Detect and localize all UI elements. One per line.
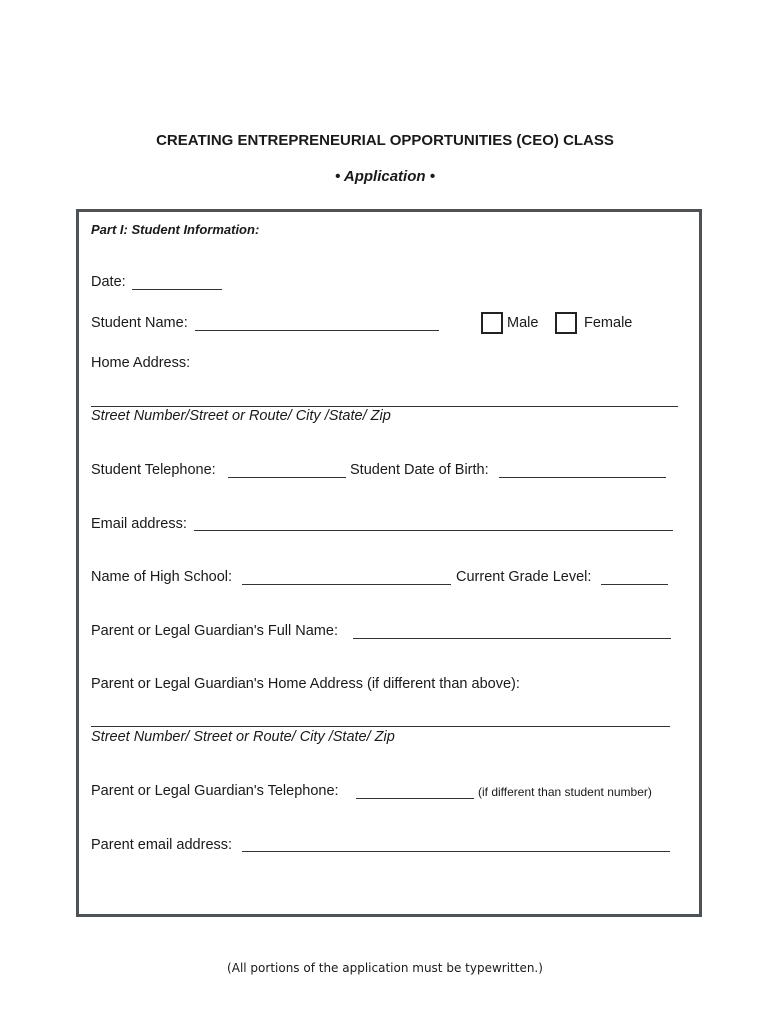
high-school-label: Name of High School:	[91, 569, 233, 585]
date-field[interactable]	[132, 289, 222, 290]
guardian-telephone-field[interactable]	[356, 798, 474, 799]
guardian-telephone-note: (if different than student number)	[478, 785, 652, 799]
guardian-address-field[interactable]	[91, 726, 670, 727]
email-label: Email address:	[91, 516, 187, 532]
guardian-name-label: Parent or Legal Guardian's Full Name:	[91, 623, 338, 639]
parent-email-label: Parent email address:	[91, 837, 233, 853]
guardian-name-field[interactable]	[353, 638, 671, 639]
form-subtitle: • Application •	[335, 168, 435, 185]
address-caption: Street Number/Street or Route/ City /State/ Zip	[91, 408, 391, 424]
student-telephone-field[interactable]	[228, 477, 346, 478]
footer-note: (All portions of the application must be typewritten.)	[227, 961, 543, 975]
female-label: Female	[584, 315, 633, 331]
parent-email-field[interactable]	[242, 851, 670, 852]
student-name-label: Student Name:	[91, 315, 188, 331]
date-of-birth-field[interactable]	[499, 477, 666, 478]
student-telephone-label: Student Telephone:	[91, 462, 216, 478]
high-school-field[interactable]	[242, 584, 451, 585]
male-label: Male	[507, 315, 539, 331]
male-checkbox[interactable]	[481, 312, 503, 334]
email-field[interactable]	[194, 530, 673, 531]
guardian-address-caption: Street Number/ Street or Route/ City /State/ Zip	[91, 729, 395, 745]
grade-level-label: Current Grade Level:	[456, 569, 592, 585]
date-label: Date:	[91, 274, 126, 290]
home-address-label: Home Address:	[91, 355, 191, 371]
section-title: Part I: Student Information:	[91, 222, 260, 237]
student-name-field[interactable]	[195, 330, 439, 331]
guardian-telephone-label: Parent or Legal Guardian's Telephone:	[91, 783, 339, 799]
guardian-address-label: Parent or Legal Guardian's Home Address (if different than above):	[91, 676, 520, 692]
form-title: CREATING ENTREPRENEURIAL OPPORTUNITIES (CEO) CLASS	[156, 132, 614, 149]
grade-level-field[interactable]	[601, 584, 668, 585]
home-address-field[interactable]	[91, 406, 678, 407]
female-checkbox[interactable]	[555, 312, 577, 334]
date-of-birth-label: Student Date of Birth:	[350, 462, 489, 478]
